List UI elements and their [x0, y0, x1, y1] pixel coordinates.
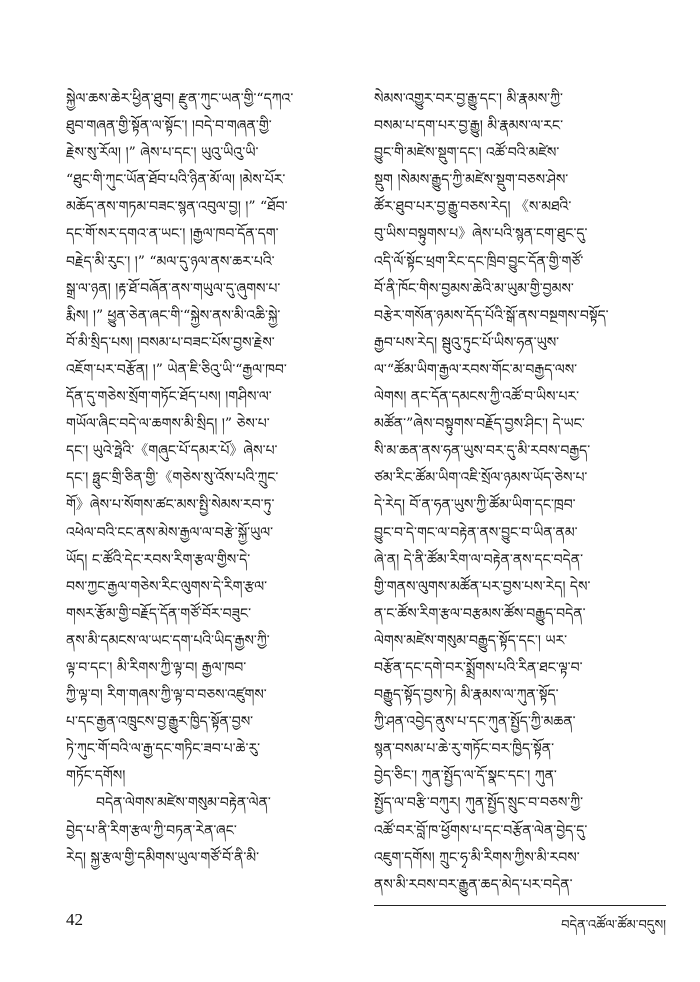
text-line: འཚོ་བར་བློ་ཁ་ཕྱོགས་པ་དང་བརྩོན་ལེན་བྱེད་དུ་ [374, 822, 588, 839]
text-line: “ཐུང་གི་ཀུང་ཡོན་ཐོབ་པའི་ཉིན་མོ་ལ། །མེས་པོར་ [66, 172, 286, 189]
text-line: ན་ང་ཚོས་རིག་རྩལ་བརྩམས་ཚོས་བརྒྱུད་བདེན་ [374, 605, 586, 622]
text-line: ཚོར་ཐུབ་པར་བྱ་རྒྱུ་བཅས་རེད། 《ས་མཐའི་ [374, 199, 572, 216]
text-line: པ་དང་རྒྱན་འཁྲུངས་བྱ་རྒྱུར་ཁྱིད་སྟོན་བྱས་ [66, 714, 254, 731]
text-line: རྗེས་སུ་རོལ། །” ཞེས་པ་དང་། ཡུའུ་ཡིའུ་ཡི་ [66, 145, 259, 162]
text-line: གཡོལ་ཞིང་བདེ་ལ་ཆགས་མི་སྲིད། །” ཅེས་པ་ [66, 416, 270, 433]
text-line: ཞེ་ན། དེ་ནི་ཚོམ་རིག་ལ་བརྟེན་ནས་དང་བདེན་ [374, 551, 584, 568]
text-line: སེམས་འགྱུར་བར་བྱ་རྒྱུ་དང་། མི་རྣམས་ཀྱི་ [374, 91, 563, 107]
left-column [66, 86, 358, 872]
paragraph-start-line: བདེན་ལེགས་མཛེས་གསུམ་བརྟེན་ལེན་ [96, 795, 271, 812]
text-line: བྱེད་ཅིང་། ཀུན་སྤྱོད་ལ་དོ་སྣང་དང་། ཀུན་ [374, 768, 557, 785]
text-line: བྱུང་གི་མཛེས་སྡུག་དང་། འཚོ་བའི་མཛེས་ [374, 145, 560, 162]
text-line: ཐུབ་གཞན་གྱི་སྟོན་ལ་སྟོང་། །བདེ་བ་གཞན་གྱི་ [66, 118, 272, 135]
text-line: རེད། སྐྱ་རྩལ་གྱི་དམིགས་ཡུལ་གཙོ་བོ་ནི་མི་ [66, 849, 260, 866]
text-line: བསམ་པ་དག་པར་བྱ་རྒྱུ། མི་རྣམས་ལ་རང་ [374, 118, 564, 135]
text-line: དང་། ཧྥུང་གྲི་ཅིན་གྱི་《གཅེས་སུ་འོས་པའི་ཀྲུང་ [66, 470, 279, 487]
text-line: དང་གོ་སར་དགའ་ན་ཡང་། །རྒྱལ་ཁབ་དོན་དག་ [66, 226, 279, 243]
text-line: སྙན་བསམ་པ་ཆེ་རུ་གཏོང་བར་ཁྱིད་སྟོན་ [374, 741, 555, 758]
text-line: གོ》ཞེས་པ་སོགས་ཚང་མས་སྤྱི་སེམས་རབ་ཏུ་ [66, 497, 275, 514]
text-line: གྱི་གནས་ལུགས་མཚོན་པར་བྱས་པས་རེད། དེས་ [374, 578, 591, 595]
text-line: ཡོད། ང་ཚོའི་དེང་རབས་རིག་རྩལ་གྱིས་དེ་ [66, 551, 251, 568]
text-line: གསར་རྩོམ་གྱི་བརྗོད་དོན་གཙོ་བོར་བཟུང་ [66, 605, 252, 622]
text-line: ཏེ་ཀུང་གོ་བའི་ལ་རྒྱ་དང་གཏིང་ཟབ་པ་ཆེ་རུ་ [66, 741, 261, 758]
footer-divider [374, 905, 666, 906]
text-line: མཆོད་ནས་གཏམ་བཟང་སྙན་འབུལ་བྱ། །” “ཐོབ་ [66, 199, 288, 216]
text-line: ནས་མི་རབས་བར་རྒྱུན་ཆད་མེད་པར་བདེན་ [374, 876, 573, 893]
text-line: བོ་མི་སྲིད་པས། །བསམ་པ་བཟང་པོས་བྱས་རྗེས་ [66, 334, 275, 351]
text-line: བརྩེར་གསོན་ཉམས་དོད་པོའི་སྒོ་ནས་བསྔགས་བསྟོད་ [374, 307, 609, 324]
text-line: བོ་ནི་ཁོང་གིས་བྱམས་ཆེའི་མ་ཡུམ་གྱི་བྱམས་ [374, 280, 574, 297]
text-line: བྱེད་པ་ནི་རིག་རྩལ་ཀྱི་བཏན་རེན་ཞང་ [66, 822, 237, 839]
text-line: དེ་རེད། བོ་ན་ཧན་ཡུས་ཀྱི་ཚོམ་ཡིག་དང་ཁྲབ་ [374, 497, 576, 514]
text-line: བུ་ཡིས་བསྟུགས་པ》ཞེས་པའི་སྙན་ངག་ཐུང་དུ་ [374, 226, 588, 243]
text-line: ཙམ་རིང་ཚོམ་ཡིག་འཇི་སྲོལ་ཉམས་ཡོད་ཅེས་པ་ [374, 470, 588, 487]
text-line: བྱུང་བ་དེ་གང་ལ་བརྟེན་ནས་བྱུང་བ་ཡིན་ནམ་ [374, 524, 578, 541]
text-line: མཚོན་”ཞེས་བསྟུགས་བརྗོད་བྱས་ཤིང་། དེ་ཡང་ [374, 416, 585, 433]
text-line: རྒྱབ་པས་རེད། སྦུའུ་ཏུང་པོ་ཡིས་ཧན་ཡུས་ [374, 334, 560, 351]
text-line: དོན་དུ་གཅེས་སྲོག་གཏོང་ཐོད་པས། །གཤིས་ལ་ [66, 389, 272, 406]
text-line: ཀྱི་ཤན་འབྱེད་ནུས་པ་དང་ཀུན་སྤྱོད་ཀྱི་མཆན་ [374, 714, 576, 731]
right-column [374, 86, 666, 899]
text-line: འཇུག་དགོས། ཀྲུང་ཧྭ་མི་རིགས་ཀྱིས་མི་རབས་ [374, 849, 580, 866]
text-line: སྐྱེལ་ཆས་ཆེར་ཕྱིན་ཐུབ། རྫུན་ཀུང་ཡན་གྱི་“དཀའ་ [66, 91, 294, 107]
text-line: དང་། ཡུའེ་ཧྥེའི་《གཞུང་པོ་དམར་པོ》ཞེས་པ་ [66, 443, 278, 460]
text-line: ལེགས་མཛེས་གསུམ་བརྒྱུད་སྟོད་དང་། ཡར་ [374, 632, 568, 649]
text-line: རྨིས། །” ཕྱུན་ཅེན་ཞང་གི་“སྐྱེས་ནས་མི་འཆི་སྐྱེ་ [66, 307, 281, 324]
text-line: བརྩོན་དང་དགེ་བར་སྨྲོགས་པའི་རིན་ཐང་ལྟ་བ་ [374, 659, 583, 676]
page-number: 42 [66, 910, 83, 929]
text-line: འདི་ལོ་སྟོང་ཕྲག་རིང་དང་ཁྲིབ་བྱུང་དོན་གྱི་གཙོ་ [374, 253, 584, 270]
text-line: ལེགས། ནང་དོན་དམངས་ཀྱི་འཚོ་བ་ཡིས་པར་ [374, 389, 580, 406]
text-line: ཀྱི་ལྟ་བ། རིག་གཞས་ཀྱི་ལྟ་བ་བཅས་འཛུགས་ [66, 687, 267, 704]
text-line: སྤྱོད་ལ་བརྩི་བཀུར། ཀུན་སྤྱོད་སྲུང་བ་བཅས་ཀྱི་ [374, 795, 584, 812]
text-line: འཇོག་པར་བརྩོན། །” ཡེན་ཇི་ཅིའུ་ཡི་“རྒྱལ་ཁབ་ [66, 361, 287, 378]
text-line: བས་ཀྱང་རྒྱལ་གཅེས་རིང་ལུགས་དེ་རིག་རྩལ་ [66, 578, 268, 595]
text-line: ལྟ་བ་དང་། མི་རིགས་ཀྱི་ལྟ་བ། རྒྱལ་ཁབ་ [66, 659, 247, 676]
text-line: གཏོང་དགོས། [66, 768, 126, 785]
text-line: བརྒྱུད་སྟོད་བྱས་ཏེ། མི་རྣམས་ལ་ཀུན་སྟོད་ [374, 687, 559, 704]
text-line: ནས་མི་དམངས་ལ་ཡང་དག་པའི་ཡིད་རྒྱས་ཀྱི་ [66, 632, 270, 649]
text-line: སྒྲ་ལ་ཉན། །རྟ་ཐོ་བཞོན་ནས་གཡུལ་དུ་ཞུགས་པ་ [66, 280, 281, 297]
text-line: སྡུག །སེམས་རྒྱུད་ཀྱི་མཛེས་སྡུག་བཅས་ཤེས་ [374, 172, 569, 189]
running-title: བདེན་འཚོལ་ཚོམ་བདུས། [561, 918, 666, 933]
text-line: བརྗེད་མི་རུང་། །” “མལ་དུ་ཉལ་ནས་ཆར་པའི་ [66, 253, 275, 270]
text-line: སི་མ་ཆན་ནས་ཧན་ཡུས་བར་དུ་མི་རབས་བརྒྱད་ [374, 443, 591, 460]
text-line: ལ་“ཚོམ་ཡིག་རྒྱལ་རབས་གོང་མ་བརྒྱད་ལས་ [374, 361, 578, 378]
text-line: འཕེལ་བའི་ངང་ནས་མེས་རྒྱལ་ལ་བརྩེ་སྐྱོ་ཡུལ་ [66, 524, 274, 541]
